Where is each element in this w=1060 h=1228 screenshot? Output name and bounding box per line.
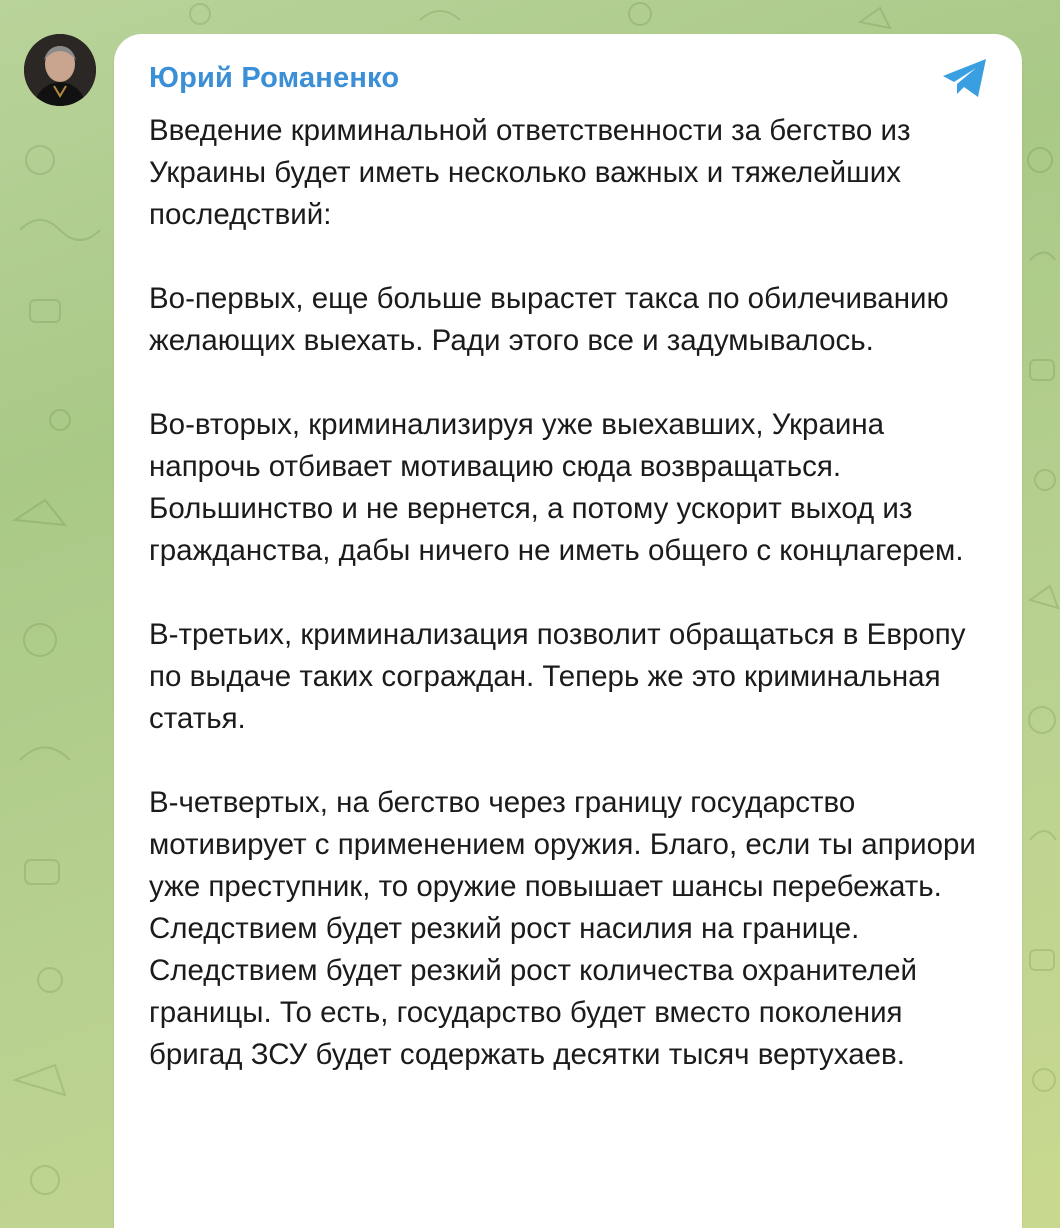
avatar-photo-icon xyxy=(24,34,96,106)
avatar[interactable] xyxy=(24,34,96,106)
message-paragraph: В-четвертых, на бегство через границу государство мотивирует с применением оружия. Благо, если ты априори уже преступник, то оружие повышает шансы перебежать. Следствием будет резкий рост насилия на границе. Следствием будет резкий рост количества охранителей границы. То есть, государство будет вместо поколения бригад ЗСУ будет содержать десятки тысяч вертухаев. xyxy=(149,786,976,1071)
message-bubble xyxy=(114,34,1022,1228)
message-paragraph: Введение криминальной ответственности за бегство из Украины будет иметь несколько важных и тяжелейших последствий: xyxy=(149,114,911,231)
message-paragraph: Во-первых, еще больше вырастет такса по обилечиванию желающих выехать. Ради этого все и задумывалось. xyxy=(149,282,949,357)
author-name[interactable]: Юрий Романенко xyxy=(149,62,400,94)
message-text xyxy=(149,110,999,1118)
message-paragraph: Во-вторых, криминализируя уже выехавших, Украина напрочь отбивает мотивацию сюда возвращаться. Большинство и не вернется, а потому ускорит выход из гражданства, дабы ничего не иметь общего с концлагерем. xyxy=(149,408,964,567)
telegram-icon[interactable] xyxy=(940,56,990,100)
message-paragraph: В-третьих, криминализация позволит обращаться в Европу по выдаче таких сограждан. Теперь же это криминальная статья. xyxy=(149,618,966,735)
